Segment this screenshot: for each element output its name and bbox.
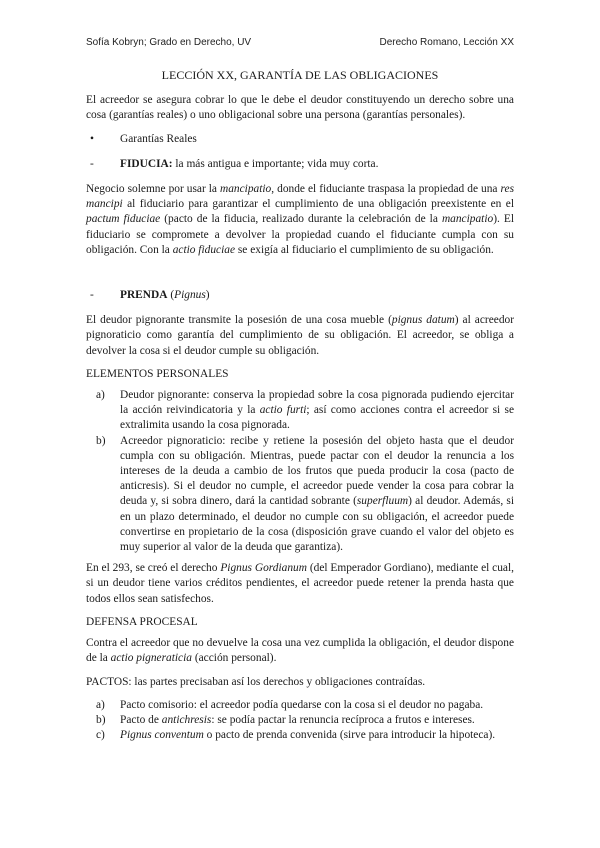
text-run: ( bbox=[167, 289, 175, 302]
defensa-paragraph bbox=[86, 636, 514, 666]
document-body bbox=[86, 68, 514, 749]
text-run: o pacto de prenda convenida (sirve para introducir la hipoteca). bbox=[203, 729, 496, 742]
list-item bbox=[86, 728, 514, 743]
italic-term: Pignus conventum bbox=[120, 729, 204, 742]
fiducia-heading: FIDUCIA: bbox=[120, 157, 173, 170]
list-marker: b) bbox=[96, 713, 106, 726]
pactos-list bbox=[86, 698, 514, 744]
header-course: Derecho Romano, Lección XX bbox=[379, 37, 514, 48]
italic-term: pactum fiduciae bbox=[86, 213, 161, 226]
text-run: El deudor pignorante transmite la posesión de una cosa mueble ( bbox=[86, 314, 392, 327]
list-item bbox=[86, 698, 514, 713]
prenda-paragraph bbox=[86, 313, 514, 359]
list-item bbox=[86, 713, 514, 728]
fiducia-paragraph bbox=[86, 182, 514, 258]
italic-term: actio fiduciae bbox=[172, 243, 236, 256]
bullet-marker: • bbox=[90, 132, 94, 145]
text-run: ) al deudor. Además, si en un plazo determinado, el deudor no cumple con su obligación, el acreedor puede convertirse en propietario de la cosa (disposición grave cuando el valor del objeto es muy superior al valor de la deuda que garantiza). bbox=[120, 495, 514, 554]
text-run: Deudor pignorante: conserva la propiedad sobre la cosa pignorada pudiendo ejercitar la acción reivindicatoria y la bbox=[120, 389, 514, 417]
text-run: al fiduciario para garantizar el cumplimiento de una obligación preexistente en el bbox=[122, 198, 514, 211]
gordianum-paragraph bbox=[86, 561, 514, 607]
italic-term: superfluum bbox=[356, 495, 409, 508]
page-title: LECCIÓN XX, GARANTÍA DE LAS OBLIGACIONES bbox=[161, 68, 439, 82]
pactos-heading: PACTOS: las partes precisaban así los derechos y obligaciones contraídas. bbox=[86, 675, 426, 688]
elementos-list bbox=[86, 388, 514, 555]
text-run: (acción personal). bbox=[191, 652, 277, 665]
text-run: (del Emperador Gordiano), mediante el cual, si un deudor tiene varios créditos pendientes, el acreedor puede retener la prenda hasta que todos ellos sean satisfechos. bbox=[86, 562, 514, 605]
text-run: Negocio solemne por usar la bbox=[86, 183, 220, 196]
italic-term: Pignus bbox=[174, 289, 206, 302]
dash-marker: - bbox=[90, 289, 94, 302]
elementos-heading: ELEMENTOS PERSONALES bbox=[86, 367, 229, 380]
section-prenda-heading bbox=[86, 288, 514, 303]
section-fiducia-heading bbox=[86, 157, 514, 172]
list-marker: c) bbox=[96, 729, 105, 742]
dash-marker: - bbox=[90, 157, 94, 170]
text-run: En el 293, se creó el derecho bbox=[86, 562, 221, 575]
list-marker: a) bbox=[96, 698, 105, 711]
text-run: , donde el fiduciante traspasa la propiedad de una bbox=[271, 183, 501, 196]
header-author: Sofía Kobryn; Grado en Derecho, UV bbox=[86, 37, 252, 48]
italic-term: actio pigneraticia bbox=[110, 652, 192, 665]
text-run: Pacto de bbox=[120, 713, 162, 726]
text-run: ; así como acciones contra el acreedor si se extralimita usando la cosa pignorada. bbox=[120, 404, 514, 432]
fiducia-heading-rest: la más antigua e importante; vida muy corta. bbox=[172, 157, 379, 170]
bullet-item-garantias-reales bbox=[86, 132, 514, 147]
text-run: Acreedor pignoraticio: recibe y retiene la posesión del objeto hasta que el deudor cumpla con su obligación. Mientras, puede pactar con el deudor la renuncia a los intereses de la deuda a cambio de los frutos que pueda producir la cosa (pacto de anticresis). Si el deudor no cumple, el acreedor puede vender la cosa para cobrar la deuda y, si sobra dinero, dará la cantidad sobrante ( bbox=[120, 434, 514, 508]
text-run: Pacto comisorio: el acreedor podía quedarse con la cosa si el deudor no pagaba. bbox=[120, 698, 484, 711]
italic-term: antichresis bbox=[161, 713, 212, 726]
text-run: ) al acreedor pignoraticio como garantía del cumplimiento de su obligación. El acreedor, se obliga a devolver la cosa si el deudor cumple su obligación. bbox=[86, 314, 514, 357]
intro-paragraph: El acreedor se asegura cobrar lo que le debe el deudor constituyendo un derecho sobre una cosa (garantías reales) o uno obligacional sobre una persona (garantías personales). bbox=[86, 94, 514, 122]
text-run: se exigía al fiduciario el cumplimiento de su obligación. bbox=[235, 243, 494, 256]
italic-term: res mancipi bbox=[86, 183, 514, 211]
list-item bbox=[86, 388, 514, 434]
text-run: ). El fiduciario se compromete a devolver la propiedad cuando el fiduciante cumpla con su obligación. Con la bbox=[86, 213, 514, 256]
text-run: (pacto de la fiducia, realizado durante la celebración de la bbox=[160, 213, 442, 226]
text-run: Contra el acreedor que no devuelve la cosa una vez cumplida la obligación, el deudor dispone de la bbox=[86, 637, 514, 665]
italic-term: actio furti bbox=[259, 404, 307, 417]
list-item bbox=[86, 434, 514, 556]
list-marker: b) bbox=[96, 434, 106, 447]
bullet-text: Garantías Reales bbox=[120, 132, 197, 145]
text-run: ) bbox=[205, 289, 210, 302]
prenda-heading: PRENDA bbox=[120, 289, 168, 302]
defensa-heading: DEFENSA PROCESAL bbox=[86, 615, 198, 628]
list-marker: a) bbox=[96, 389, 105, 402]
italic-term: mancipatio bbox=[220, 183, 272, 196]
italic-term: Pignus Gordianum bbox=[220, 562, 307, 575]
italic-term: pignus datum bbox=[391, 314, 455, 327]
italic-term: mancipatio bbox=[441, 213, 494, 226]
text-run: : se podía pactar la renuncia recíproca a frutos e intereses. bbox=[211, 713, 475, 726]
